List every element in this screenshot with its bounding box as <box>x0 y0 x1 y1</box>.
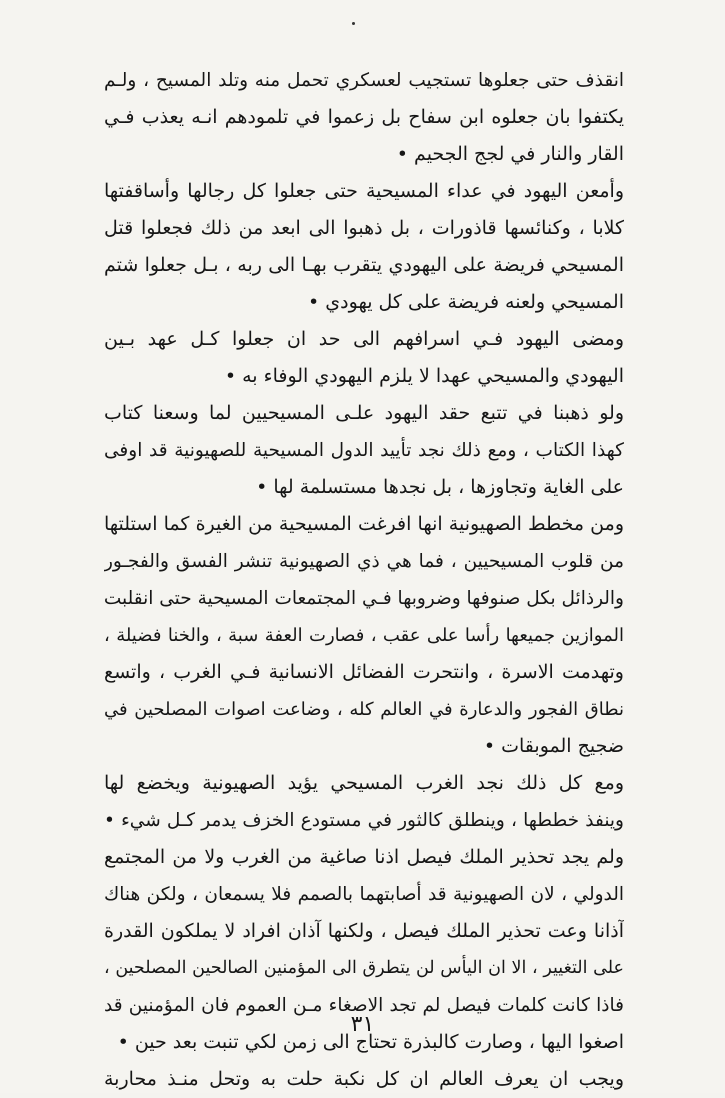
text-line: ويجب ان يعرف العالم ان كل نكبة حلت به وتحل منـذ محاربة <box>104 1068 624 1090</box>
text-line: ولم يجد تحذير الملك فيصل اذنا صاغية من الغرب ولا من المجتمع <box>104 846 624 868</box>
ink-speck <box>352 22 355 25</box>
text-line: انقذف حتى جعلوها تستجيب لعسكري تحمل منه وتلد المسيح ، ولـم <box>104 70 624 91</box>
text-line: يكتفوا بان جعلوه ابن سفاح بل زعموا في تلمودهم انـه يعذب فـي <box>104 106 624 128</box>
text-line: الدولي ، لان الصهيونية قد أصابتهما بالصمم فلا يسمعان ، ولكن هناك <box>104 884 624 905</box>
text-line: آذانا وعت تحذير الملك فيصل ، ولكنها آذان افراد لا يملكون القدرة <box>104 920 624 942</box>
page-number: ٣١ <box>350 1012 375 1037</box>
text-line: على التغيير ، الا ان اليأس لن يتطرق الى المؤمنين الصالحين المصلحين ، <box>104 958 624 978</box>
text-line: كهذا الكتاب ، ومع ذلك نجد تأييد الدول المسيحية للصهيونية قد اوفى <box>104 440 624 461</box>
text-line: ومع كل ذلك نجد الغرب المسيحي يؤيد الصهيونية ويخضع لها <box>104 772 624 794</box>
text-line: الموازين جميعها رأسا على عقب ، فصارت العفة سبة ، والخنا فضيلة ، <box>104 625 624 646</box>
text-line: وتهدمت الاسرة ، وانتحرت الفضائل الانسانية فـي الغرب ، واتسع <box>104 661 624 683</box>
text-line: ولو ذهبنا في تتبع حقد اليهود علـى المسيحيين لما وسعنا كتاب <box>104 402 624 424</box>
text-line: اصغوا اليها ، وصارت كالبذرة تحتاج الى زمن لكي تنبت بعد حين • <box>117 1031 624 1053</box>
text-line: على الغاية وتجاوزها ، بل نجدها مستسلمة لها • <box>256 476 624 498</box>
text-line: المسيحي ولعنه فريضة على كل يهودي • <box>308 291 624 313</box>
text-line: المسيحي فريضة على اليهودي يتقرب بهـا الى ربه ، بـل جعلوا شتم <box>104 254 624 276</box>
text-line: اليهودي والمسيحي عهدا لا يلزم اليهودي الوفاء به • <box>224 365 624 387</box>
text-line: القار والنار في لجج الجحيم • <box>396 143 624 165</box>
text-line: ضجيج الموبقات • <box>483 735 624 757</box>
text-line: والرذائل بكل صنوفها وضروبها فـي المجتمعات المسيحية حتى انقلبت <box>104 588 624 609</box>
text-line: فاذا كانت كلمات فيصل لم تجد الاصغاء مـن العموم فان المؤمنين قد <box>104 995 624 1016</box>
text-line: وأمعن اليهود في عداء المسيحية حتى جعلوا كل رجالها وأساقفتها <box>104 180 624 202</box>
text-line: من قلوب المسيحيين ، فما هي ذي الصهيونية تنشر الفسق والفجـور <box>104 551 624 572</box>
text-line: ومن مخطط الصهيونية انها افرغت المسيحية من الغيرة كما استلتها <box>104 513 624 535</box>
text-line: وينفذ خططها ، وينطلق كالثور في مستودع الخزف يدمر كـل شيء • <box>104 810 624 831</box>
page-body-text <box>104 62 624 1098</box>
text-line: كلابا ، وكنائسها قاذورات ، بل ذهبوا الى ابعد من ذلك فجعلوا قتل <box>104 217 624 239</box>
text-line: نطاق الفجور والدعارة في العالم كله ، وضاعت اصوات المصلحين في <box>104 699 624 720</box>
text-line: ومضى اليهود فـي اسرافهم الى حد ان جعلوا كـل عهد بـين <box>104 328 624 350</box>
